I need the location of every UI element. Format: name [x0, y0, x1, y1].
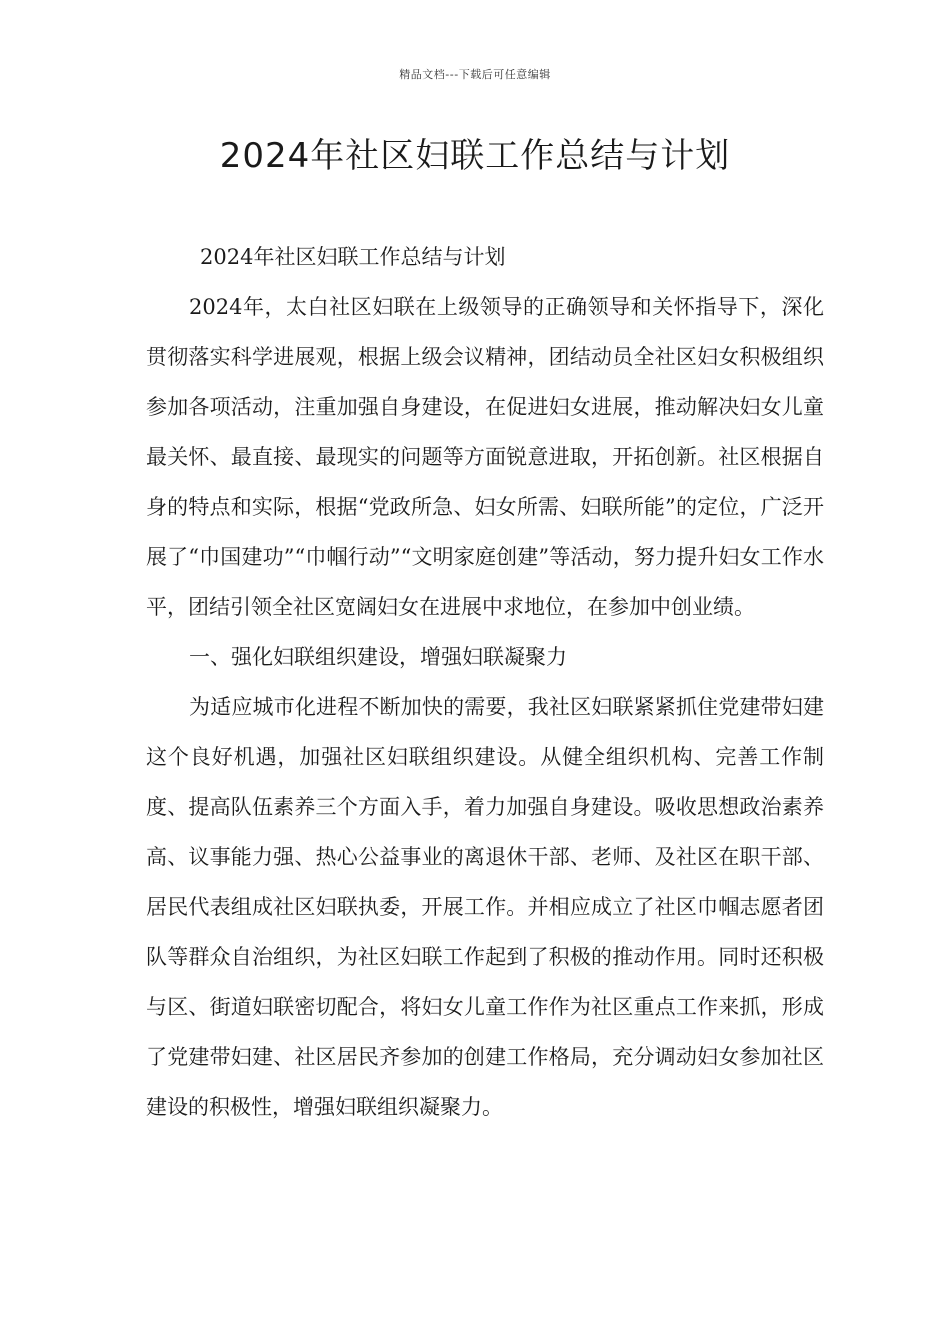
body-subtitle: 2024年社区妇联工作总结与计划: [200, 245, 506, 269]
body-paragraph-intro: 2024年，太白社区妇联在上级领导的正确领导和关怀指导下，深化贯彻落实科学进展观，根据上级会议精神，团结动员全社区妇女积极组织参加各项活动，注重加强自身建设，在促进妇女进展，推动解决妇女儿童最关怀、最直接、最现实的问题等方面锐意进取，开拓创新。社区根据自身的特点和实际，根据“党政所急、妇女所需、妇联所能”的定位，广泛开展了“巾国建功”“巾帼行动”“文明家庭创建”等活动，努力提升妇女工作水平，团结引领全社区宽阔妇女在进展中求地位，在参加中创业绩。: [146, 295, 824, 619]
header-note: 精品文档---下载后可任意编辑: [399, 68, 551, 81]
body-paragraph-section-1: 为适应城市化进程不断加快的需要，我社区妇联紧紧抓住党建带妇建这个良好机遇，加强社区妇联组织建设。从健全组织机构、完善工作制度、提高队伍素养三个方面入手，着力加强自身建设。吸收思想政治素养高、议事能力强、热心公益事业的离退休干部、老师、及社区在职干部、居民代表组成社区妇联执委，开展工作。并相应成立了社区巾帼志愿者团队等群众自治组织，为社区妇联工作起到了积极的推动作用。同时还积极与区、街道妇联密切配合，将妇女儿童工作作为社区重点工作来抓，形成了党建带妇建、社区居民齐参加的创建工作格局，充分调动妇女参加社区建设的积极性，增强妇联组织凝聚力。: [146, 695, 824, 1119]
section-heading-1: 一、强化妇联组织建设，增强妇联凝聚力: [189, 645, 567, 669]
document-body: [146, 232, 824, 1132]
document-title: 2024年社区妇联工作总结与计划: [219, 136, 731, 176]
